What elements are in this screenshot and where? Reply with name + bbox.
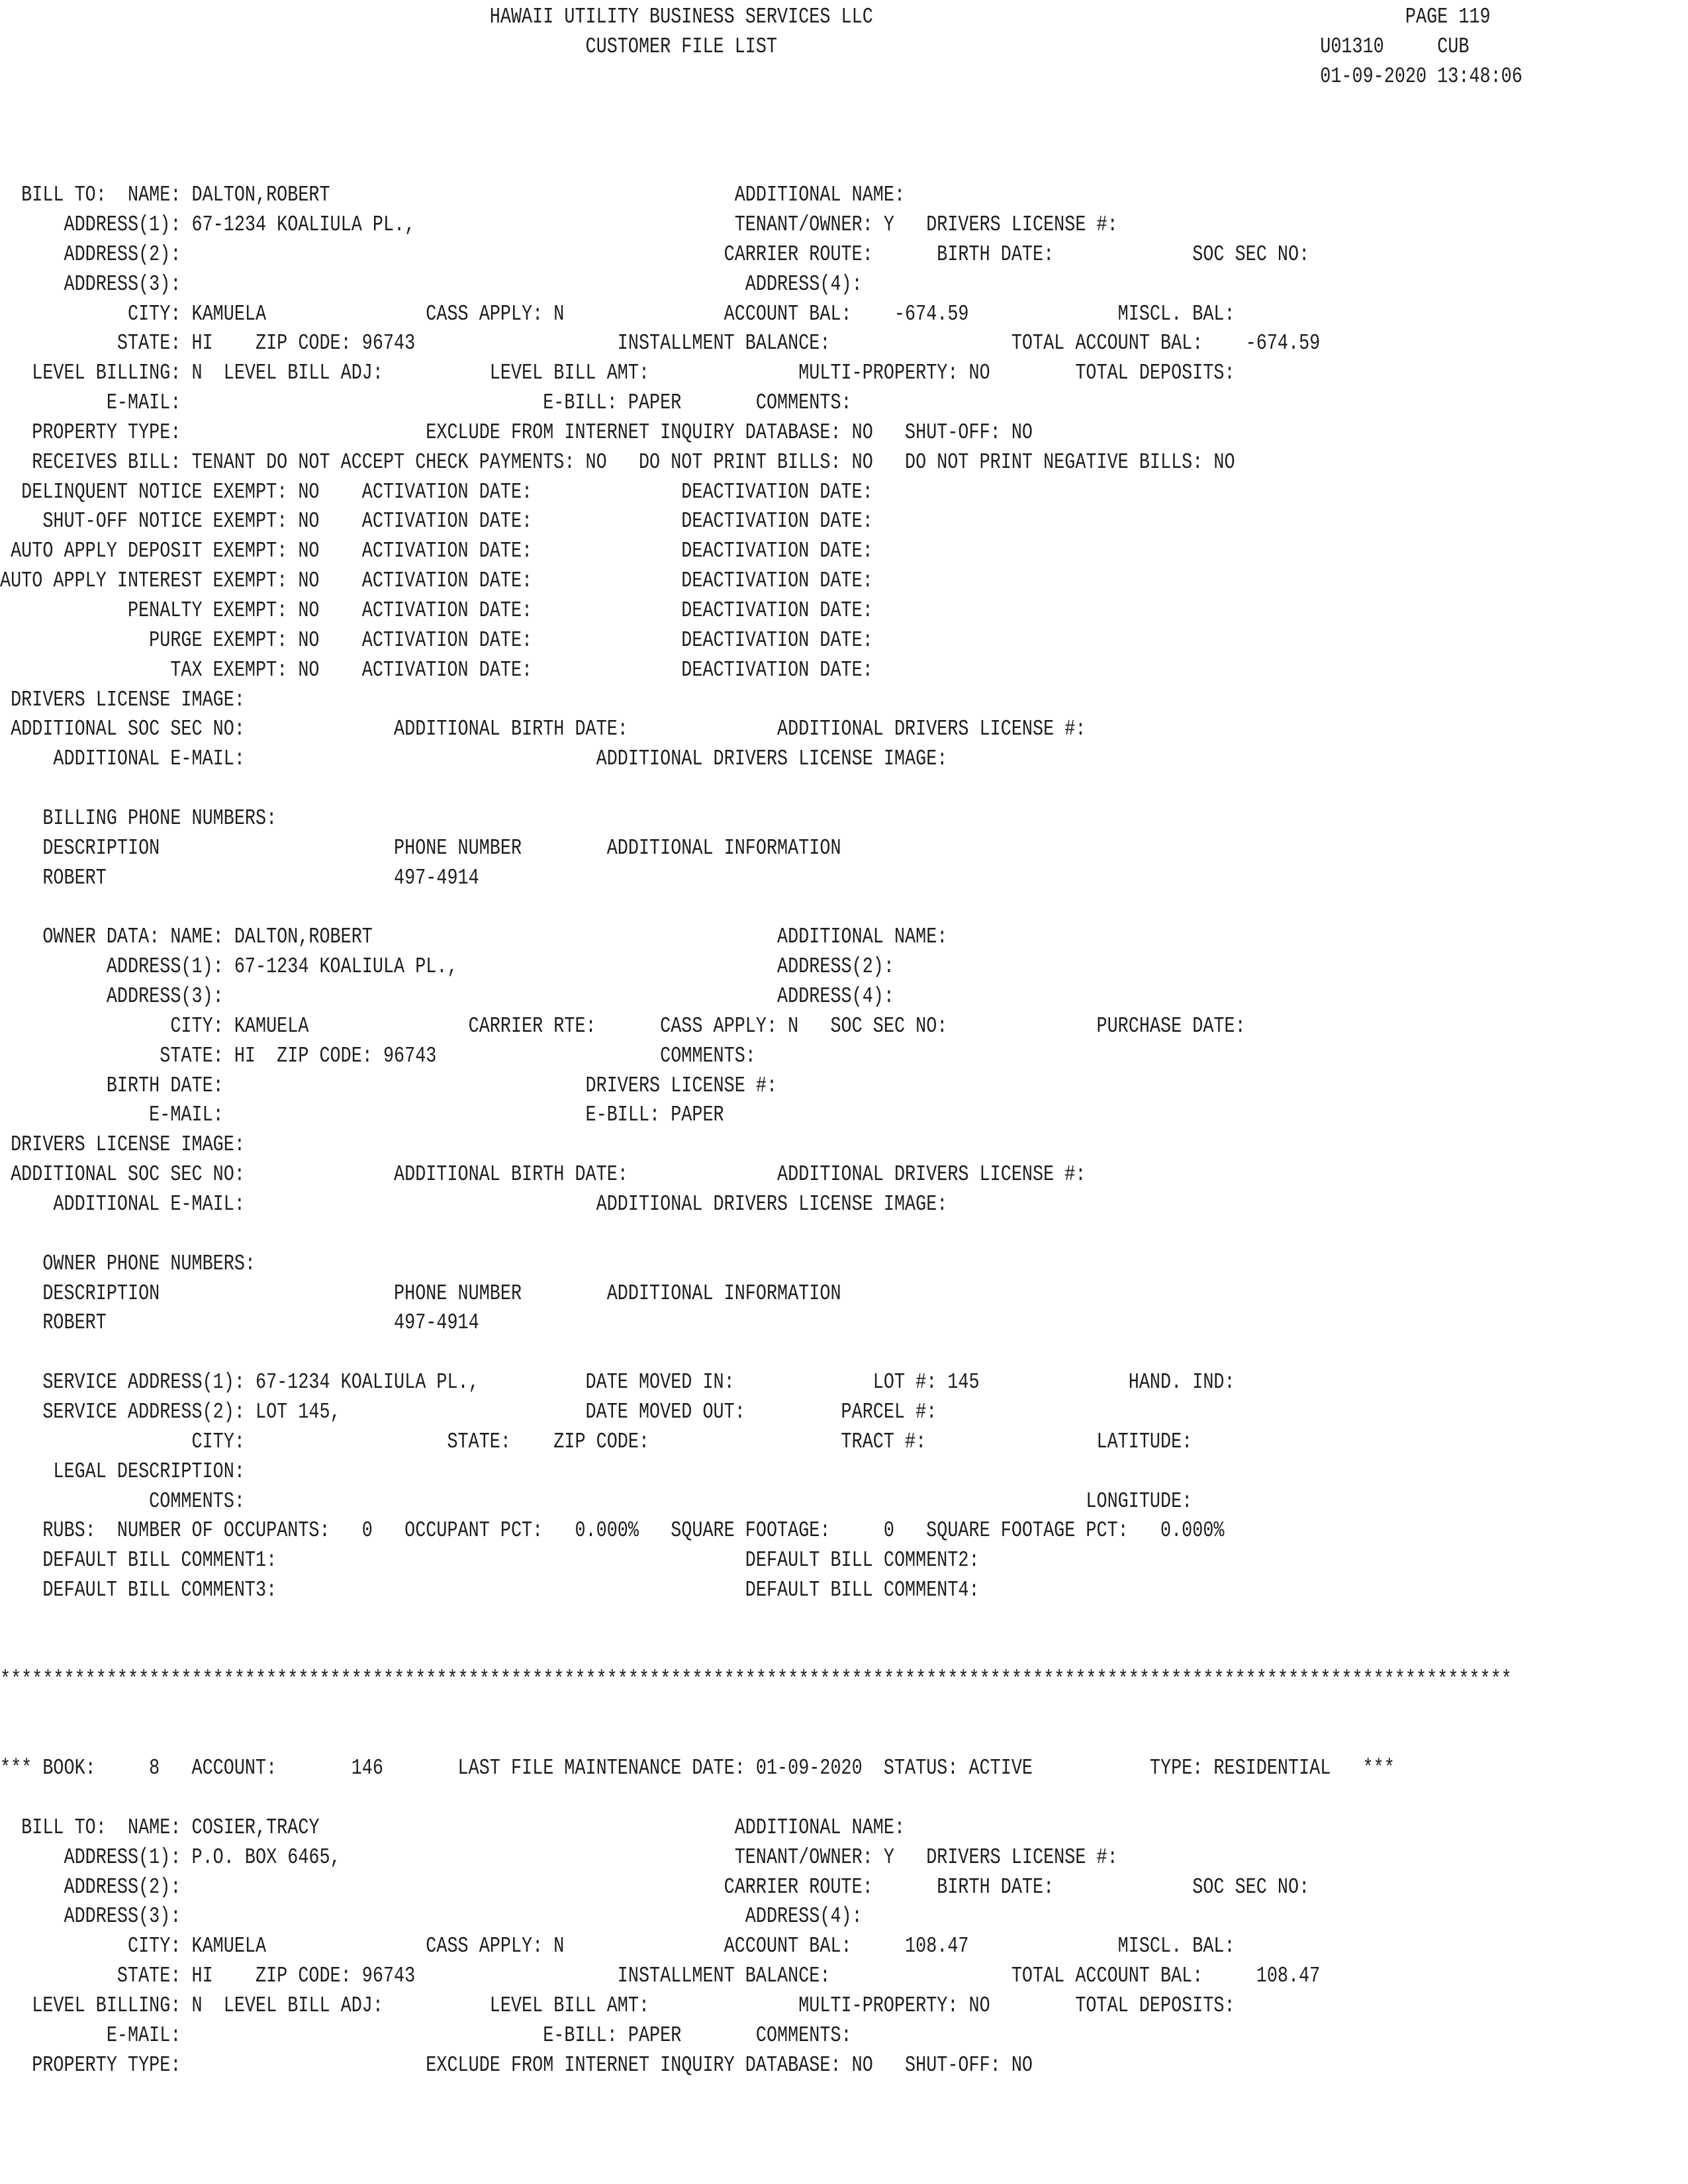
report-line: CITY: KAMUELA CASS APPLY: N ACCOUNT BAL: 108.47 MISCL. BAL: bbox=[0, 1934, 1235, 1960]
report-line: ADDRESS(2): CARRIER ROUTE: BIRTH DATE: SOC SEC NO: bbox=[0, 1874, 1310, 1900]
report-line: AUTO APPLY INTEREST EXEMPT: NO ACTIVATION DATE: DEACTIVATION DATE: bbox=[0, 569, 873, 594]
report-line: ADDRESS(3): ADDRESS(4): bbox=[0, 984, 894, 1010]
owner-data-line: OWNER DATA: NAME: DALTON,ROBERT ADDITIONAL NAME: bbox=[0, 925, 948, 950]
report-line: E-MAIL: E-BILL: PAPER COMMENTS: bbox=[0, 2023, 852, 2048]
report-line: PROPERTY TYPE: EXCLUDE FROM INTERNET INQUIRY DATABASE: NO SHUT-OFF: NO bbox=[0, 420, 1033, 445]
report-line: STATE: HI ZIP CODE: 96743 INSTALLMENT BALANCE: TOTAL ACCOUNT BAL: -674.59 bbox=[0, 331, 1321, 357]
report-line: PROPERTY TYPE: EXCLUDE FROM INTERNET INQUIRY DATABASE: NO SHUT-OFF: NO bbox=[0, 2052, 1033, 2078]
bill-to-line: BILL TO: NAME: COSIER,TRACY ADDITIONAL NAME: bbox=[0, 1815, 906, 1841]
report-line: ADDITIONAL E-MAIL: ADDITIONAL DRIVERS LICENSE IMAGE: bbox=[0, 1192, 948, 1217]
service-address-line: SERVICE ADDRESS(2): LOT 145, DATE MOVED OUT: PARCEL #: bbox=[0, 1399, 937, 1425]
report-line: ROBERT 497-4914 bbox=[0, 865, 479, 891]
report-line: DESCRIPTION PHONE NUMBER ADDITIONAL INFORMATION bbox=[0, 835, 841, 861]
report-line: DRIVERS LICENSE IMAGE: bbox=[0, 687, 245, 713]
report-line: ADDRESS(3): ADDRESS(4): bbox=[0, 271, 863, 297]
report-line: E-MAIL: E-BILL: PAPER COMMENTS: bbox=[0, 390, 852, 416]
report-line: ADDITIONAL SOC SEC NO: ADDITIONAL BIRTH DATE: ADDITIONAL DRIVERS LICENSE #: bbox=[0, 717, 1086, 743]
report-line: AUTO APPLY DEPOSIT EXEMPT: NO ACTIVATION DATE: DEACTIVATION DATE: bbox=[0, 539, 873, 565]
report-line: LEGAL DESCRIPTION: bbox=[0, 1459, 245, 1484]
account-header-line: *** BOOK: 8 ACCOUNT: 146 LAST FILE MAINTENANCE DATE: 01-09-2020 STATUS: ACTIVE TYPE: RESIDENTIAL *** bbox=[0, 1756, 1395, 1782]
report-line: COMMENTS: LONGITUDE: bbox=[0, 1488, 1193, 1514]
phone-numbers-heading: OWNER PHONE NUMBERS: bbox=[0, 1251, 256, 1277]
report-line: ADDITIONAL SOC SEC NO: ADDITIONAL BIRTH DATE: ADDITIONAL DRIVERS LICENSE #: bbox=[0, 1162, 1086, 1188]
report-line: E-MAIL: E-BILL: PAPER bbox=[0, 1103, 724, 1128]
bill-to-line: BILL TO: NAME: DALTON,ROBERT ADDITIONAL NAME: bbox=[0, 183, 906, 208]
report-title-line: CUSTOMER FILE LIST U01310 CUB bbox=[0, 34, 1470, 60]
service-address-line: SERVICE ADDRESS(1): 67-1234 KOALIULA PL., DATE MOVED IN: LOT #: 145 HAND. IND: bbox=[0, 1370, 1235, 1396]
report-line: ADDRESS(2): CARRIER ROUTE: BIRTH DATE: SOC SEC NO: bbox=[0, 242, 1310, 267]
report-company-line: HAWAII UTILITY BUSINESS SERVICES LLC PAGE 119 bbox=[0, 5, 1491, 30]
report-line: STATE: HI ZIP CODE: 96743 COMMENTS: bbox=[0, 1043, 756, 1069]
report-run-datetime-line: 01-09-2020 13:48:06 bbox=[0, 64, 1523, 89]
report-line: TAX EXEMPT: NO ACTIVATION DATE: DEACTIVATION DATE: bbox=[0, 657, 873, 683]
report-line: ROBERT 497-4914 bbox=[0, 1310, 479, 1336]
report-line: ADDRESS(1): P.O. BOX 6465, TENANT/OWNER: Y DRIVERS LICENSE #: bbox=[0, 1844, 1118, 1870]
report-line: DESCRIPTION PHONE NUMBER ADDITIONAL INFORMATION bbox=[0, 1281, 841, 1306]
report-line: CITY: KAMUELA CASS APPLY: N ACCOUNT BAL: -674.59 MISCL. BAL: bbox=[0, 301, 1235, 327]
report-line: STATE: HI ZIP CODE: 96743 INSTALLMENT BALANCE: TOTAL ACCOUNT BAL: 108.47 bbox=[0, 1964, 1321, 1989]
report-line: ADDRESS(1): 67-1234 KOALIULA PL., ADDRESS(2): bbox=[0, 954, 894, 980]
report-line: BIRTH DATE: DRIVERS LICENSE #: bbox=[0, 1073, 778, 1099]
phone-numbers-heading: BILLING PHONE NUMBERS: bbox=[0, 805, 277, 831]
report-line: DELINQUENT NOTICE EXEMPT: NO ACTIVATION DATE: DEACTIVATION DATE: bbox=[0, 479, 873, 505]
report-line: ADDITIONAL E-MAIL: ADDITIONAL DRIVERS LICENSE IMAGE: bbox=[0, 747, 948, 772]
report-line: ADDRESS(1): 67-1234 KOALIULA PL., TENANT/OWNER: Y DRIVERS LICENSE #: bbox=[0, 212, 1118, 238]
report-line: DEFAULT BILL COMMENT1: DEFAULT BILL COMMENT2: bbox=[0, 1548, 980, 1574]
report-line: LEVEL BILLING: N LEVEL BILL ADJ: LEVEL BILL AMT: MULTI-PROPERTY: NO TOTAL DEPOSITS: bbox=[0, 1993, 1235, 2019]
record-separator: ********************************************************************************************************************************************** bbox=[0, 1666, 1512, 1692]
report-line: SHUT-OFF NOTICE EXEMPT: NO ACTIVATION DATE: DEACTIVATION DATE: bbox=[0, 509, 873, 535]
report-line: PENALTY EXEMPT: NO ACTIVATION DATE: DEACTIVATION DATE: bbox=[0, 598, 873, 623]
report-line: LEVEL BILLING: N LEVEL BILL ADJ: LEVEL BILL AMT: MULTI-PROPERTY: NO TOTAL DEPOSITS: bbox=[0, 361, 1235, 387]
report-line: PURGE EXEMPT: NO ACTIVATION DATE: DEACTIVATION DATE: bbox=[0, 627, 873, 653]
report-line: DEFAULT BILL COMMENT3: DEFAULT BILL COMMENT4: bbox=[0, 1578, 980, 1604]
report-line: RECEIVES BILL: TENANT DO NOT ACCEPT CHECK PAYMENTS: NO DO NOT PRINT BILLS: NO DO NOT PRINT NEGATIVE BILLS: NO bbox=[0, 449, 1235, 475]
report-line: RUBS: NUMBER OF OCCUPANTS: 0 OCCUPANT PCT: 0.000% SQUARE FOOTAGE: 0 SQUARE FOOTAGE PCT: 0.000% bbox=[0, 1518, 1225, 1544]
report-line: CITY: STATE: ZIP CODE: TRACT #: LATITUDE: bbox=[0, 1429, 1193, 1455]
report-line: ADDRESS(3): ADDRESS(4): bbox=[0, 1904, 863, 1930]
report-line: CITY: KAMUELA CARRIER RTE: CASS APPLY: N SOC SEC NO: PURCHASE DATE: bbox=[0, 1013, 1246, 1039]
report-line: DRIVERS LICENSE IMAGE: bbox=[0, 1132, 245, 1158]
